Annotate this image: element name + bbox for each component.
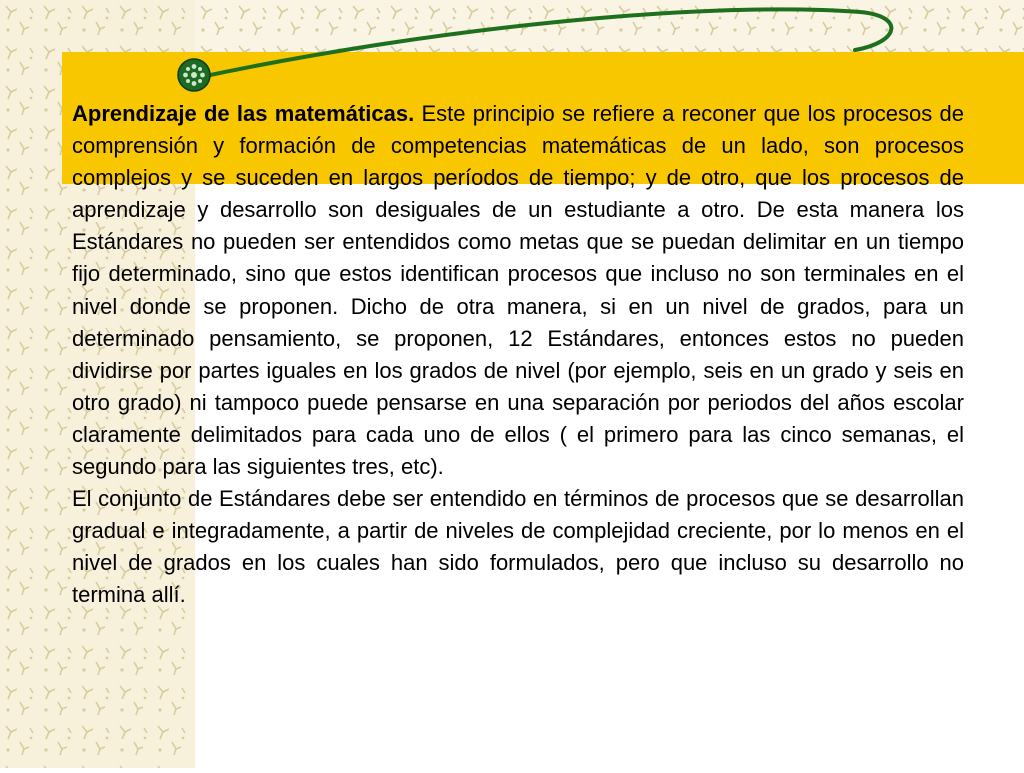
paragraph-principle xyxy=(72,98,964,483)
paragraph-1-text: Este principio se refiere a reconer que los procesos de comprensión y formación de competencias matemáticas de un lado, son procesos complejos y se suceden en largos períodos de tiempo; y de otro, que los procesos de aprendizaje y desarrollo son desiguales de un estudiante a otro. De esta manera los Estándares no pueden ser entendidos como metas que se puedan delimitar en un tiempo fijo determinado, sino que estos identifican procesos que incluso no son terminales en el nivel donde se proponen. Dicho de otra manera, si en un nivel de grados, para un determinado pensamiento, se proponen, 12 Estándares, entonces estos no pueden dividirse por partes iguales en los grados de nivel (por ejemplo, seis en un grado y seis en otro grado) ni tampoco puede pensarse en una separación por periodos del años escolar claramente delimitados para cada uno de ellos ( el primero para las cinco semanas, el segundo para las siguientes tres, etc). xyxy=(72,101,964,480)
slide-body-text xyxy=(72,98,964,612)
paragraph-standards: El conjunto de Estándares debe ser entendido en términos de procesos que se desarrollan gradual e integradamente, a partir de niveles de complejidad creciente, por lo menos en el nivel de grados en los cuales han sido formulados, pero que incluso su desarrollo no termina allí. xyxy=(72,486,964,608)
green-dotted-circle-icon xyxy=(176,57,212,93)
heading-text: Aprendizaje de las matemáticas. xyxy=(72,101,415,126)
